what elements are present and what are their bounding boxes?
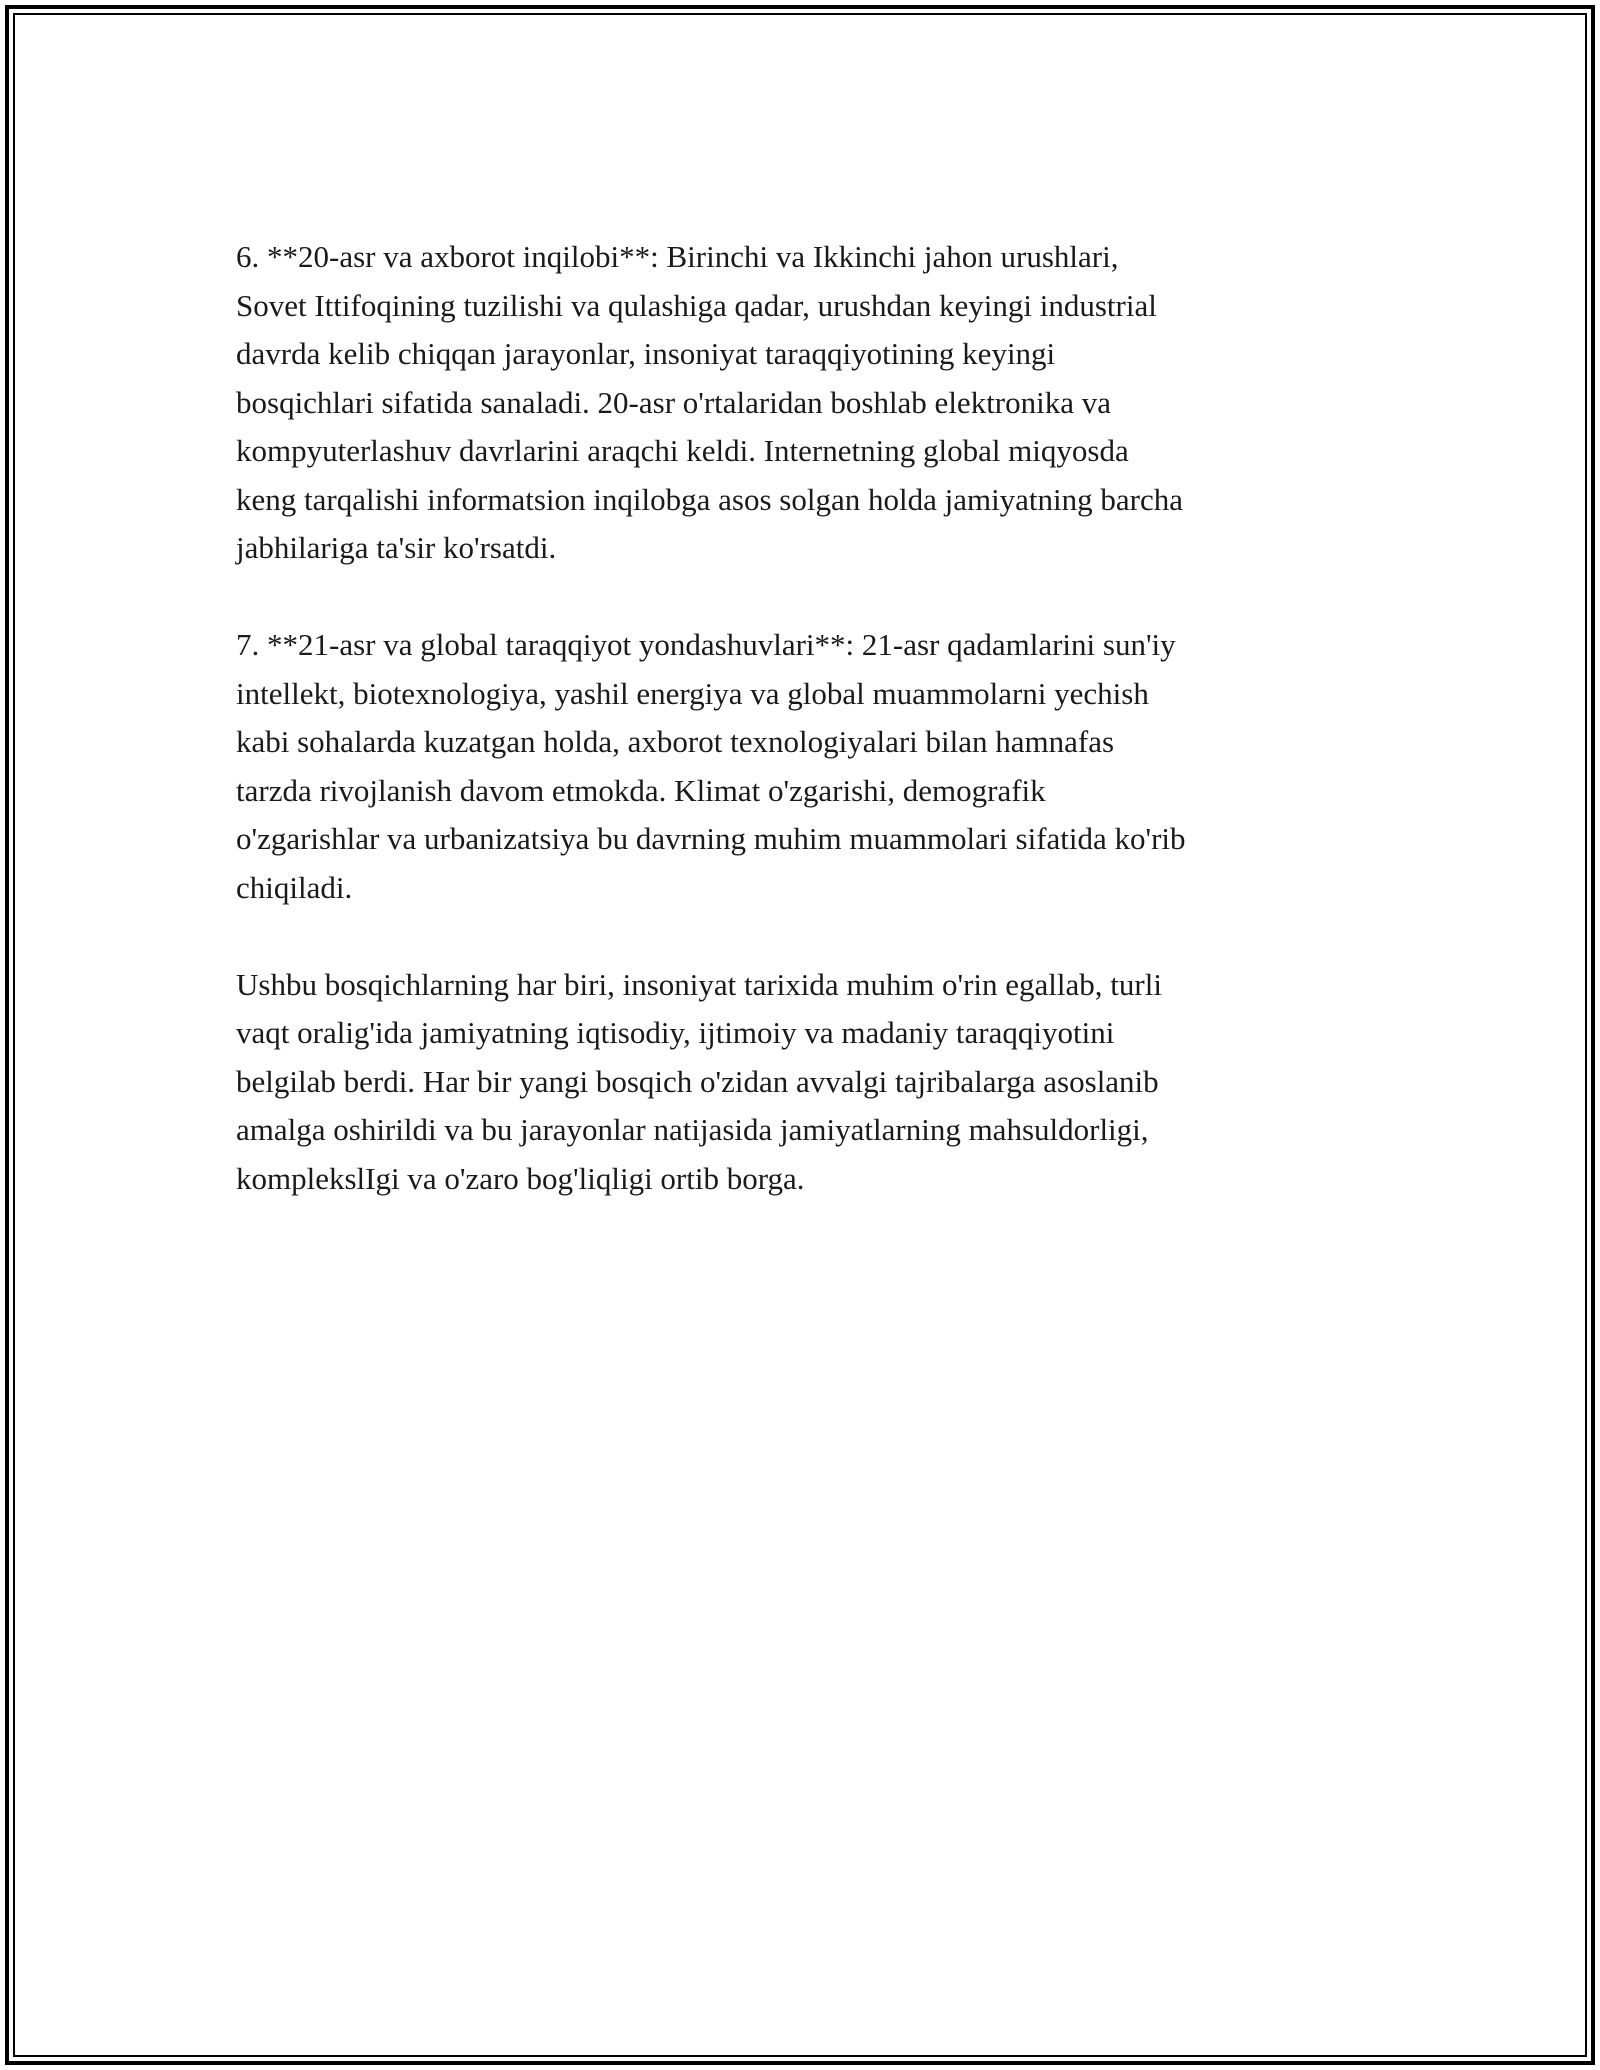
text-line: Sovet Ittifoqining tuzilishi va qulashiga qadar, urushdan keyingi industrial [236,287,1157,323]
text-line: belgilab berdi. Har bir yangi bosqich o'zidan avvalgi tajribalarga asoslanib [236,1063,1159,1099]
text-line: amalga oshirildi va bu jarayonlar natijasida jamiyatlarning mahsuldorligi, [236,1112,1149,1147]
text-line: kabi sohalarda kuzatgan holda, axborot texnologiyalari bilan hamnafas [236,724,1115,759]
text-line: chiqiladi. [236,869,353,905]
text-line: davrda kelib chiqqan jarayonlar, insoniyat taraqqiyotining keyingi [236,336,1056,371]
paragraph-section-7 [236,621,1366,912]
document-body [236,233,1366,1252]
text-line: vaqt oralig'ida jamiyatning iqtisodiy, ijtimoiy va madaniy taraqqiyotini [236,1015,1115,1050]
text-line: bosqichlari sifatida sanaladi. 20-asr o'rtalaridan boshlab elektronika va [236,384,1112,420]
text-line: tarzda rivojlanish davom etmokda. Klimat o'zgarishi, demografik [236,772,1046,808]
text-line: intellekt, biotexnologiya, yashil energiya va global muammolarni yechish [236,675,1149,711]
paragraph-section-6 [236,233,1366,573]
text-line: komplekslIgi va o'zaro bog'liqligi ortib borga. [236,1160,805,1196]
text-line: 7. **21-asr va global taraqqiyot yondashuvlari**: 21-asr qadamlarini sun'iy [236,627,1176,662]
text-line: o'zgarishlar va urbanizatsiya bu davrning muhim muammolari sifatida ko'rib [236,821,1186,856]
text-line: Ushbu bosqichlarning har biri, insoniyat tarixida muhim o'rin egallab, turli [236,966,1162,1002]
text-line: 6. **20-asr va axborot inqilobi**: Birinchi va Ikkinchi jahon urushlari, [236,239,1119,274]
text-line: kompyuterlashuv davrlarini araqchi keldi. Internetning global miqyosda [236,433,1129,468]
text-line: keng tarqalishi informatsion inqilobga asos solgan holda jamiyatning barcha [236,481,1184,517]
paragraph-conclusion [236,961,1366,1204]
text-line: jabhilariga ta'sir ko'rsatdi. [236,530,557,565]
